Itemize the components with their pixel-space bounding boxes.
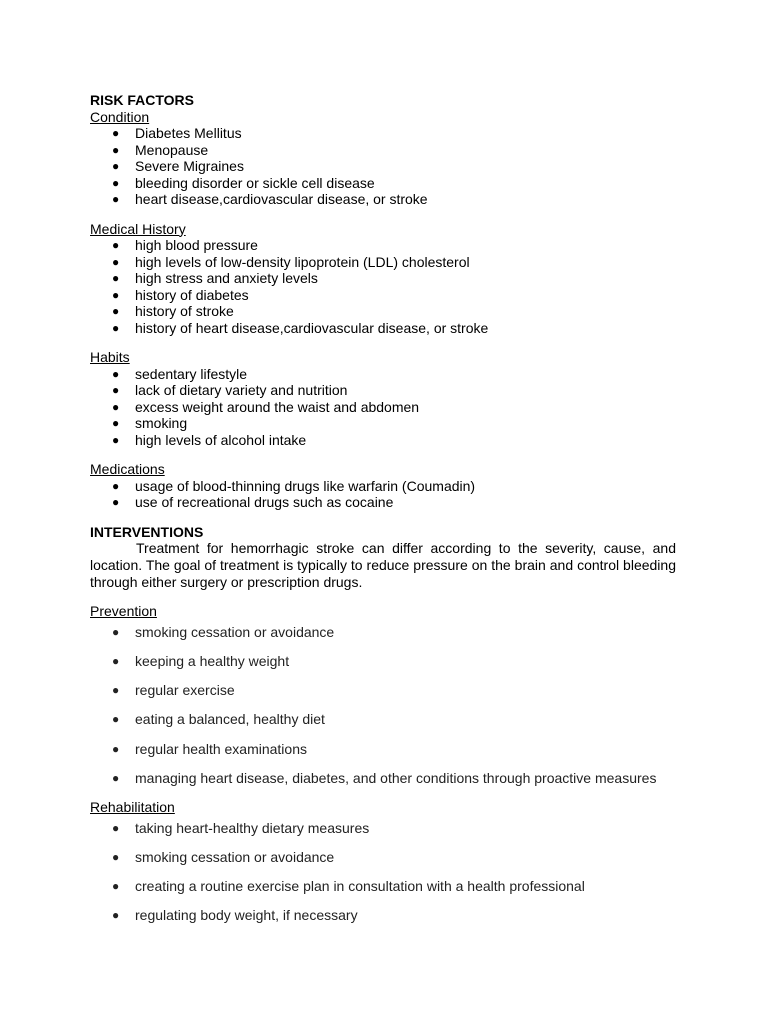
list-item-text: history of stroke xyxy=(135,303,234,319)
bullet-icon: ● xyxy=(112,287,120,302)
list-item-text: smoking cessation or avoidance xyxy=(135,623,335,640)
list-item-text: sedentary lifestyle xyxy=(135,365,248,382)
list-item xyxy=(90,142,676,159)
list-item xyxy=(90,303,676,320)
list-item-text: heart disease,cardiovascular disease, or stroke xyxy=(135,191,428,207)
list-item xyxy=(90,624,676,641)
bullet-icon: ● xyxy=(112,366,120,381)
list-item-text: excess weight around the waist and abdomen xyxy=(135,398,420,415)
list-item xyxy=(90,820,676,837)
list-item xyxy=(90,191,676,208)
list-item xyxy=(90,366,676,383)
list-item xyxy=(90,682,676,699)
list-item xyxy=(90,494,676,511)
interventions-paragraph: Treatment for hemorrhagic stroke can differ according to the severity, cause, and location. The goal of treatment is typically to reduce pressure on the brain and control bleeding through either surgery or prescription drugs. xyxy=(90,540,676,590)
list-item xyxy=(90,287,676,304)
interventions-heading: INTERVENTIONS xyxy=(90,523,204,540)
bullet-icon: ● xyxy=(112,478,120,493)
bullet-icon: ● xyxy=(112,879,120,894)
list-item-text: creating a routine exercise plan in consultation with a health professional xyxy=(135,878,585,895)
bullet-icon: ● xyxy=(112,908,120,923)
list-item-text: taking heart-healthy dietary measures xyxy=(135,819,370,836)
bullet-icon: ● xyxy=(112,142,120,157)
list-item-text: use of recreational drugs such as cocaine xyxy=(135,494,394,510)
list-item xyxy=(90,399,676,416)
bullet-icon: ● xyxy=(112,271,120,285)
bullet-icon: ● xyxy=(112,126,120,140)
bullet-icon: ● xyxy=(112,741,120,756)
list-item xyxy=(90,158,676,175)
list-item-text: regulating body weight, if necessary xyxy=(135,907,358,924)
bullet-icon: ● xyxy=(112,683,120,698)
list-item xyxy=(90,432,676,449)
list-item-text: high blood pressure xyxy=(135,237,258,253)
list-item-text: smoking cessation or avoidance xyxy=(135,849,335,866)
list-item-text: history of heart disease,cardiovascular disease, or stroke xyxy=(135,319,489,336)
list-item-text: high levels of alcohol intake xyxy=(135,431,307,448)
list-item-text: keeping a healthy weight xyxy=(135,653,290,670)
list-item-text: usage of blood-thinning drugs like warfarin (Coumadin) xyxy=(135,477,476,494)
bullet-icon: ● xyxy=(112,238,120,252)
list-item xyxy=(90,741,676,758)
bullet-icon: ● xyxy=(112,495,120,509)
list-item-text: Severe Migraines xyxy=(135,158,244,174)
document-content xyxy=(90,92,676,924)
risk-factors-heading: RISK FACTORS xyxy=(90,92,194,108)
list-item xyxy=(90,878,676,895)
habits-subheading: Habits xyxy=(90,349,130,365)
list-item xyxy=(90,125,676,142)
bullet-icon: ● xyxy=(112,624,120,639)
list-item xyxy=(90,653,676,670)
list-item xyxy=(90,254,676,271)
condition-list xyxy=(90,125,676,208)
list-item-text: Diabetes Mellitus xyxy=(135,125,242,141)
bullet-icon: ● xyxy=(112,159,120,173)
medications-list xyxy=(90,478,676,511)
bullet-icon: ● xyxy=(112,399,120,414)
list-item-text: bleeding disorder or sickle cell disease xyxy=(135,174,375,191)
bullet-icon: ● xyxy=(112,192,120,206)
list-item xyxy=(90,270,676,287)
bullet-icon: ● xyxy=(112,416,120,430)
bullet-icon: ● xyxy=(112,850,120,865)
medications-subheading: Medications xyxy=(90,461,165,477)
bullet-icon: ● xyxy=(112,770,120,785)
bullet-icon: ● xyxy=(112,712,120,727)
list-item-text: Menopause xyxy=(135,141,209,158)
list-item-text: eating a balanced, healthy diet xyxy=(135,711,325,728)
list-item-text: lack of dietary variety and nutrition xyxy=(135,382,348,398)
prevention-subheading: Prevention xyxy=(90,603,157,620)
medical-history-subheading: Medical History xyxy=(90,220,186,237)
bullet-icon: ● xyxy=(112,432,120,447)
list-item xyxy=(90,175,676,192)
list-item xyxy=(90,770,676,787)
list-item xyxy=(90,415,676,432)
condition-subheading: Condition xyxy=(90,108,150,125)
list-item xyxy=(90,711,676,728)
list-item-text: smoking xyxy=(135,415,188,431)
list-item xyxy=(90,907,676,924)
list-item xyxy=(90,237,676,254)
list-item-text: high levels of low-density lipoprotein (LDL) cholesterol xyxy=(135,253,470,270)
list-item xyxy=(90,849,676,866)
list-item-text: managing heart disease, diabetes, and other conditions through proactive measures xyxy=(135,769,657,786)
bullet-icon: ● xyxy=(112,175,120,190)
prevention-list xyxy=(90,624,676,786)
bullet-icon: ● xyxy=(112,654,120,669)
bullet-icon: ● xyxy=(112,254,120,269)
rehabilitation-subheading: Rehabilitation xyxy=(90,799,175,816)
list-item xyxy=(90,478,676,495)
rehabilitation-list xyxy=(90,820,676,924)
list-item xyxy=(90,320,676,337)
list-item-text: regular exercise xyxy=(135,682,235,699)
bullet-icon: ● xyxy=(112,304,120,318)
bullet-icon: ● xyxy=(112,383,120,397)
list-item-text: history of diabetes xyxy=(135,286,249,303)
list-item-text: high stress and anxiety levels xyxy=(135,270,318,286)
bullet-icon: ● xyxy=(112,820,120,835)
list-item xyxy=(90,382,676,399)
medical-history-list xyxy=(90,237,676,336)
list-item-text: regular health examinations xyxy=(135,740,307,757)
bullet-icon: ● xyxy=(112,320,120,335)
habits-list xyxy=(90,366,676,449)
